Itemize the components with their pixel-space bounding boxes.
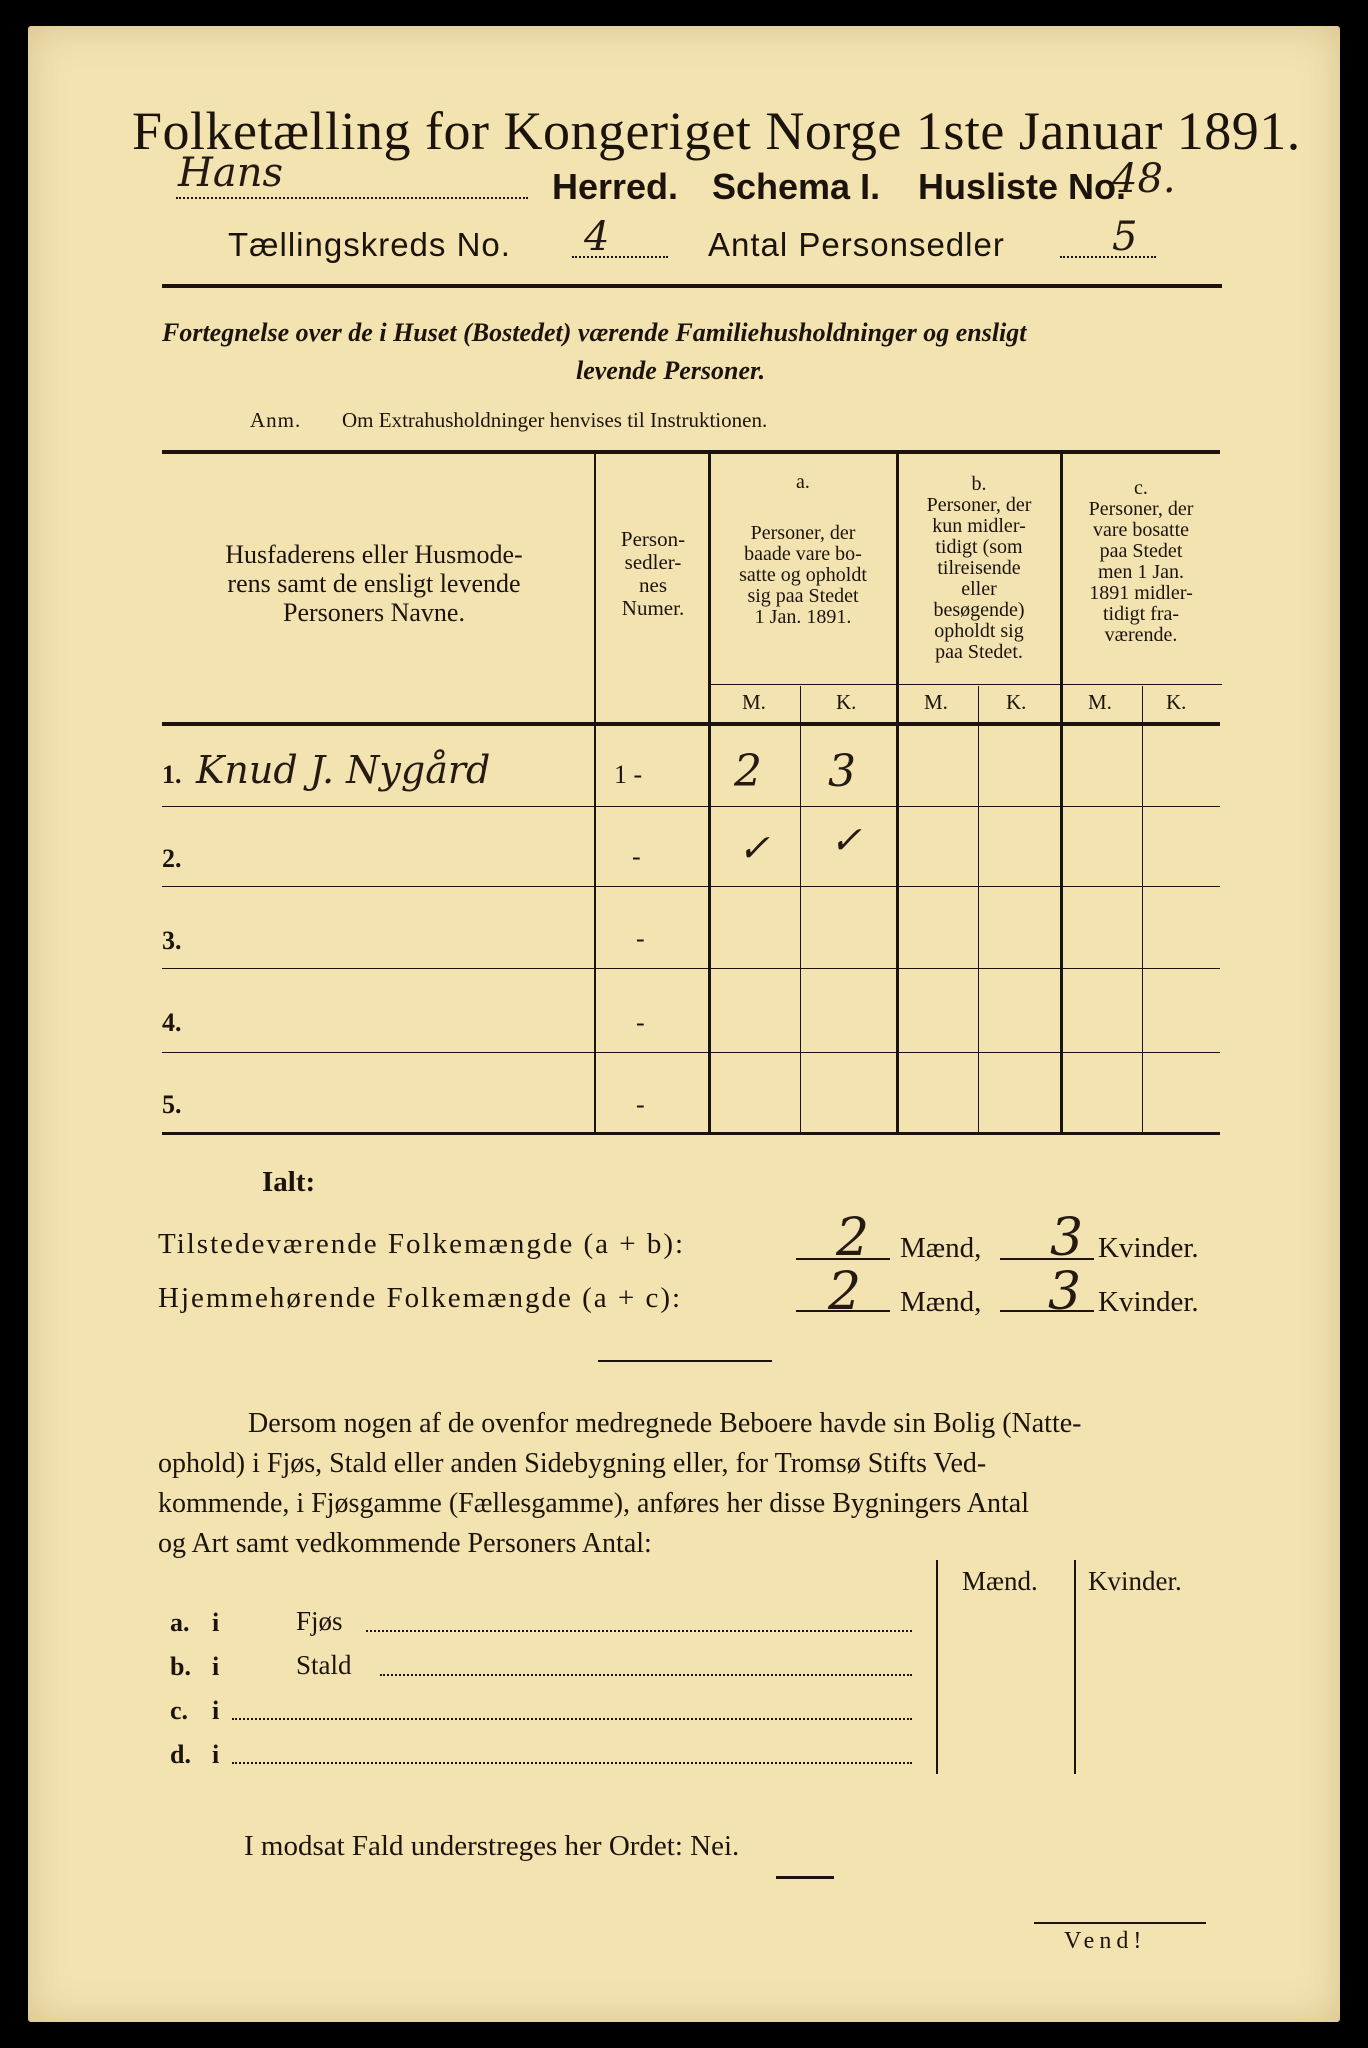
ialt-label: Ialt:	[262, 1166, 316, 1198]
herred-label: Herred.	[552, 166, 679, 207]
col-header-c: c. Personer, der vare bosatte paa Stedet men 1 Jan. 1891 midler- tidigt fra- værende.	[1088, 477, 1194, 646]
col-c-m-label: M.	[1088, 690, 1112, 714]
building-letter: c.	[170, 1696, 189, 1725]
anm-text: Om Extrahusholdninger henvises til Instruktionen.	[342, 408, 768, 432]
tilstede-kvinder-label: Kvinder.	[1098, 1232, 1199, 1264]
buildings-maend-header: Mænd.	[962, 1566, 1038, 1596]
hjemme-maend-value[interactable]: 2	[828, 1262, 862, 1322]
row-number: 4.	[162, 1008, 182, 1037]
col-header-b: b. Personer, der kun midler- tidigt (som tilreisende eller besøgende) opholdt sig paa Stedet.	[926, 473, 1032, 663]
person-number[interactable]: -	[636, 1008, 645, 1037]
count-a-k[interactable]: 3	[828, 746, 856, 797]
tilstede-maend-label: Mænd,	[900, 1232, 982, 1264]
personsedler-label: Antal Personsedler	[708, 226, 1005, 263]
hjemme-kvinder-label: Kvinder.	[1098, 1286, 1199, 1318]
buildings-paragraph: Dersom nogen af de ovenfor medregnede Beboere havde sin Bolig (Natte- ophold) i Fjøs, Stald eller anden Sidebygning eller, for Tromsø Stifts Ved- kommende, i Fjøsgamme (Fællesgamme), anføres her disse Bygningers Antal og Art samt vedkommende Personers Antal:	[158, 1408, 1082, 1559]
buildings-kvinder-header: Kvinder.	[1088, 1566, 1182, 1596]
vend-text: Vend!	[1064, 1928, 1147, 1954]
kreds-value[interactable]: 4	[584, 214, 610, 260]
header-divider	[162, 284, 1222, 288]
hjemme-kvinder-value[interactable]: 3	[1048, 1262, 1082, 1322]
tilstede-kvinder-value[interactable]: 3	[1050, 1208, 1084, 1268]
col-b-m-label: M.	[924, 690, 948, 714]
count-a-m[interactable]: 2	[734, 746, 762, 797]
col-header-name: Husfaderens eller Husmode- rens samt de ensligt levende Personers Navne.	[225, 540, 523, 627]
building-letter: d.	[170, 1740, 191, 1769]
building-i: i	[212, 1652, 220, 1681]
nei-underline	[776, 1876, 834, 1879]
row-number: 2.	[162, 844, 182, 873]
col-c-k-label: K.	[1166, 690, 1187, 714]
col-header-a: a. Personer, der baade vare bo- satte og opholdt sig paa Stedet 1 Jan. 1891.	[739, 471, 867, 628]
schema-label: Schema I.	[712, 166, 881, 207]
building-i: i	[212, 1696, 220, 1725]
building-i: i	[212, 1608, 220, 1637]
check-mark-a-m[interactable]: ✓	[738, 826, 770, 870]
person-number[interactable]: -	[636, 924, 645, 953]
row-number: 3.	[162, 926, 182, 955]
person-number[interactable]: -	[636, 1090, 645, 1119]
kreds-label: Tællingskreds No.	[228, 226, 511, 263]
personsedler-value[interactable]: 5	[1112, 214, 1138, 260]
person-name[interactable]: Knud J. Nygård	[196, 748, 491, 792]
col-header-num: Person- sedler- nes Numer.	[620, 527, 686, 620]
check-mark-a-k[interactable]: ✓	[830, 818, 862, 862]
tilstede-maend-value[interactable]: 2	[836, 1208, 870, 1268]
row-number: 5.	[162, 1090, 182, 1119]
herred-value[interactable]: Hans	[178, 150, 284, 196]
tilstede-label: Tilstedeværende Folkemængde (a + b):	[158, 1228, 686, 1260]
hjemme-maend-label: Mænd,	[900, 1286, 982, 1318]
person-number[interactable]: 1 -	[614, 760, 643, 789]
col-a-k-label: K.	[836, 690, 857, 714]
building-letter: a.	[170, 1608, 190, 1637]
col-b-k-label: K.	[1006, 690, 1027, 714]
section-divider	[598, 1360, 772, 1362]
modsat-fald-text: I modsat Fald understreges her Ordet: Nei.	[244, 1830, 740, 1862]
building-i: i	[212, 1740, 220, 1769]
col-a-m-label: M.	[742, 690, 766, 714]
husliste-value[interactable]: 48.	[1112, 156, 1176, 202]
row-number: 1.	[162, 760, 182, 789]
husliste-label: Husliste No.	[918, 166, 1127, 207]
person-number[interactable]: -	[632, 842, 641, 871]
building-label-stald: Stald	[296, 1650, 352, 1680]
building-letter: b.	[170, 1652, 191, 1681]
intro-heading-2: levende Personer.	[576, 356, 766, 385]
intro-heading-1: Fortegnelse over de i Huset (Bostedet) værende Familiehusholdninger og ensligt	[162, 318, 1027, 347]
form-title: Folketælling for Kongeriget Norge 1ste Januar 1891.	[132, 101, 1301, 161]
anm-label: Anm.	[250, 408, 302, 432]
hjemme-label: Hjemmehørende Folkemængde (a + c):	[158, 1282, 683, 1314]
building-label-fjos: Fjøs	[296, 1606, 343, 1636]
